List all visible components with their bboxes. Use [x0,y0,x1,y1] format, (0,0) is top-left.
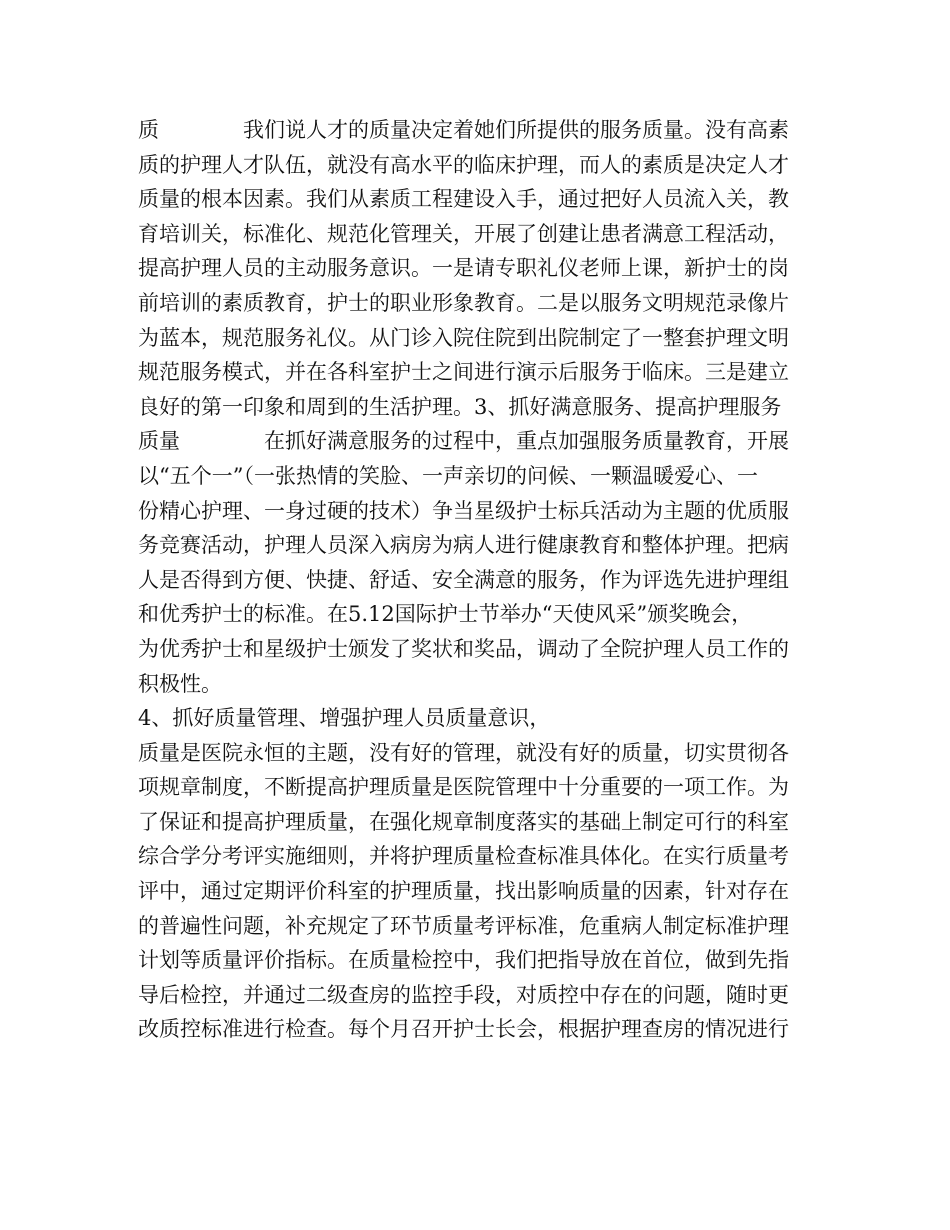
text-line-27: 改质控标准进行检查。每个月召开护士长会，根据护理查房的情况进行 [138,1017,789,1042]
text-line-19: 质量是医院永恒的主题，没有好的管理，就没有好的质量，切实贯彻各 [138,740,789,765]
text-line-20: 项规章制度，不断提高护理质量是医院管理中十分重要的一项工作。为 [138,775,789,800]
text-line-23: 评中，通过定期评价科室的护理质量，找出影响质量的因素，针对存在 [138,879,789,904]
text-line-12: 份精心护理、一身过硬的技术）争当星级护士标兵活动为主题的优质服 [138,498,789,523]
body-text [138,113,818,1047]
section-heading: 4、抓好质量管理、增强护理人员质量意识， [138,706,551,731]
text-line-9: 良好的第一印象和周到的生活护理。3、抓好满意服务、提高护理服务 [138,394,782,419]
text-line-10: 质量 在抓好满意服务的过程中，重点加强服务质量教育，开展 [138,429,789,454]
text-line-11: 以“五个一”（一张热情的笑脸、一声亲切的问候、一颗温暖爱心、一 [138,463,758,488]
text-line-6: 前培训的素质教育，护士的职业形象教育。二是以服务文明规范录像片 [138,290,789,315]
text-line-13: 务竞赛活动，护理人员深入病房为病人进行健康教育和整体护理。把病 [138,533,789,558]
text-line-5: 提高护理人员的主动服务意识。一是请专职礼仪老师上课，新护士的岗 [138,256,789,281]
text-line-24: 的普遍性问题，补充规定了环节质量考评标准，危重病人制定标准护理 [138,913,789,938]
text-line-16: 为优秀护士和星级护士颁发了奖状和奖品，调动了全院护理人员工作的 [138,636,789,661]
text-line-17: 积极性。 [138,671,222,696]
text-line-15: 和优秀护士的标准。在5.12国际护士节举办“天使风采”颁奖晚会， [138,602,753,627]
text-line-8: 规范服务模式，并在各科室护士之间进行演示后服务于临床。三是建立 [138,360,789,385]
text-line-21: 了保证和提高护理质量，在强化规章制度落实的基础上制定可行的科室 [138,809,789,834]
text-line-1: 质 我们说人才的质量决定着她们所提供的服务质量。没有高素 [138,118,789,142]
text-line-14: 人是否得到方便、快捷、舒适、安全满意的服务，作为评选先进护理组 [138,567,789,592]
text-line-4: 育培训关，标准化、规范化管理关，开展了创建让患者满意工程活动， [138,221,789,246]
text-line-22: 综合学分考评实施细则，并将护理质量检查标准具体化。在实行质量考 [138,844,789,869]
text-line-3: 质量的根本因素。我们从素质工程建设入手，通过把好人员流入关，教 [138,187,789,212]
text-line-2: 质的护理人才队伍，就没有高水平的临床护理，而人的素质是决定人才 [138,152,789,177]
text-line-26: 导后检控，并通过二级查房的监控手段，对质控中存在的问题，随时更 [138,982,789,1007]
text-line-7: 为蓝本，规范服务礼仪。从门诊入院住院到出院制定了一整套护理文明 [138,325,789,350]
text-line-25: 计划等质量评价指标。在质量检控中，我们把指导放在首位，做到先指 [138,948,789,973]
